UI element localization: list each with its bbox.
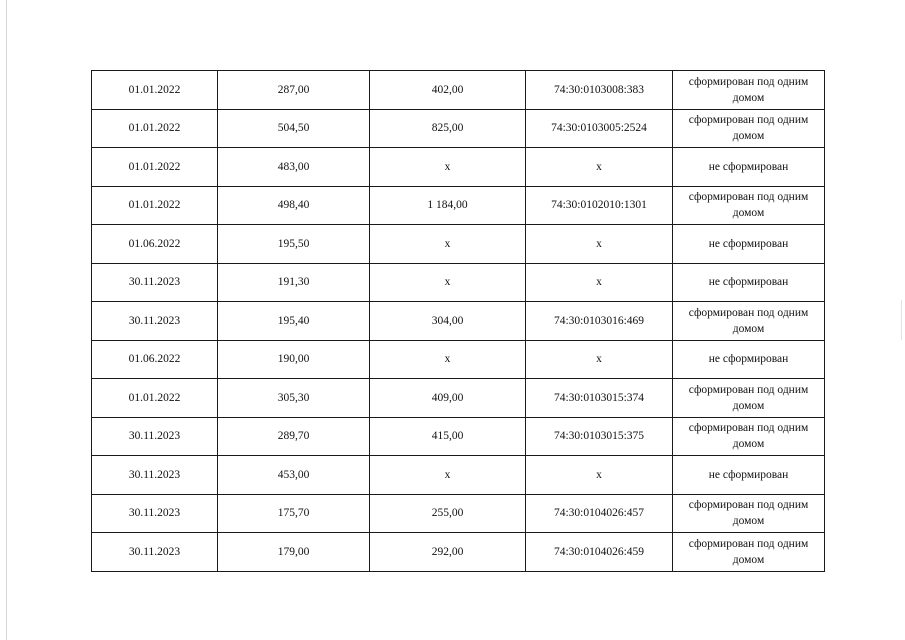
table-row	[92, 379, 825, 418]
date-cell: 01.01.2022	[92, 109, 218, 148]
area-cell: 175,70	[218, 494, 370, 533]
status-cell: сформирован под одним домом	[673, 109, 825, 148]
scan-artifact	[901, 300, 902, 340]
status-cell: сформирован под одним домом	[673, 417, 825, 456]
data-table	[91, 70, 825, 572]
area-cell: 453,00	[218, 456, 370, 495]
status-cell: не сформирован	[673, 340, 825, 379]
status-cell: сформирован под одним домом	[673, 302, 825, 341]
table-row	[92, 71, 825, 110]
table-row	[92, 302, 825, 341]
land-area-cell: 304,00	[370, 302, 526, 341]
table-row	[92, 417, 825, 456]
cadastral-number-cell: 74:30:0102010:1301	[526, 186, 673, 225]
date-cell: 01.06.2022	[92, 340, 218, 379]
cadastral-number-cell: 74:30:0103005:2524	[526, 109, 673, 148]
cadastral-number-cell: 74:30:0103016:469	[526, 302, 673, 341]
land-area-cell: 825,00	[370, 109, 526, 148]
area-cell: 190,00	[218, 340, 370, 379]
cadastral-number-cell: x	[526, 340, 673, 379]
cadastral-number-cell: 74:30:0104026:459	[526, 533, 673, 572]
area-cell: 483,00	[218, 148, 370, 187]
area-cell: 498,40	[218, 186, 370, 225]
date-cell: 30.11.2023	[92, 263, 218, 302]
status-cell: сформирован под одним домом	[673, 186, 825, 225]
area-cell: 305,30	[218, 379, 370, 418]
date-cell: 30.11.2023	[92, 456, 218, 495]
date-cell: 01.01.2022	[92, 71, 218, 110]
table-row	[92, 225, 825, 264]
land-area-cell: x	[370, 263, 526, 302]
date-cell: 30.11.2023	[92, 302, 218, 341]
land-area-cell: x	[370, 456, 526, 495]
table-row	[92, 456, 825, 495]
cadastral-number-cell: 74:30:0104026:457	[526, 494, 673, 533]
date-cell: 01.01.2022	[92, 148, 218, 187]
area-cell: 195,50	[218, 225, 370, 264]
cadastral-number-cell: x	[526, 225, 673, 264]
land-area-cell: 292,00	[370, 533, 526, 572]
area-cell: 289,70	[218, 417, 370, 456]
table-row	[92, 263, 825, 302]
date-cell: 01.06.2022	[92, 225, 218, 264]
status-cell: сформирован под одним домом	[673, 379, 825, 418]
cadastral-number-cell: 74:30:0103015:375	[526, 417, 673, 456]
status-cell: не сформирован	[673, 148, 825, 187]
table-row	[92, 340, 825, 379]
cadastral-number-cell: x	[526, 456, 673, 495]
area-cell: 191,30	[218, 263, 370, 302]
land-area-cell: 409,00	[370, 379, 526, 418]
status-cell: сформирован под одним домом	[673, 71, 825, 110]
date-cell: 01.01.2022	[92, 186, 218, 225]
land-area-cell: x	[370, 148, 526, 187]
area-cell: 287,00	[218, 71, 370, 110]
status-cell: сформирован под одним домом	[673, 533, 825, 572]
cadastral-number-cell: 74:30:0103015:374	[526, 379, 673, 418]
area-cell: 195,40	[218, 302, 370, 341]
cadastral-number-cell: x	[526, 263, 673, 302]
land-area-cell: 415,00	[370, 417, 526, 456]
area-cell: 179,00	[218, 533, 370, 572]
status-cell: не сформирован	[673, 456, 825, 495]
table-row	[92, 186, 825, 225]
table-row	[92, 533, 825, 572]
land-area-cell: 402,00	[370, 71, 526, 110]
land-area-cell: 1 184,00	[370, 186, 526, 225]
status-cell: сформирован под одним домом	[673, 494, 825, 533]
scan-edge-line	[6, 0, 7, 640]
date-cell: 30.11.2023	[92, 494, 218, 533]
land-area-cell: 255,00	[370, 494, 526, 533]
land-area-cell: x	[370, 225, 526, 264]
table-row	[92, 148, 825, 187]
area-cell: 504,50	[218, 109, 370, 148]
cadastral-number-cell: x	[526, 148, 673, 187]
status-cell: не сформирован	[673, 263, 825, 302]
table-row	[92, 109, 825, 148]
table-row	[92, 494, 825, 533]
land-area-cell: x	[370, 340, 526, 379]
status-cell: не сформирован	[673, 225, 825, 264]
cadastral-number-cell: 74:30:0103008:383	[526, 71, 673, 110]
date-cell: 30.11.2023	[92, 533, 218, 572]
date-cell: 30.11.2023	[92, 417, 218, 456]
date-cell: 01.01.2022	[92, 379, 218, 418]
